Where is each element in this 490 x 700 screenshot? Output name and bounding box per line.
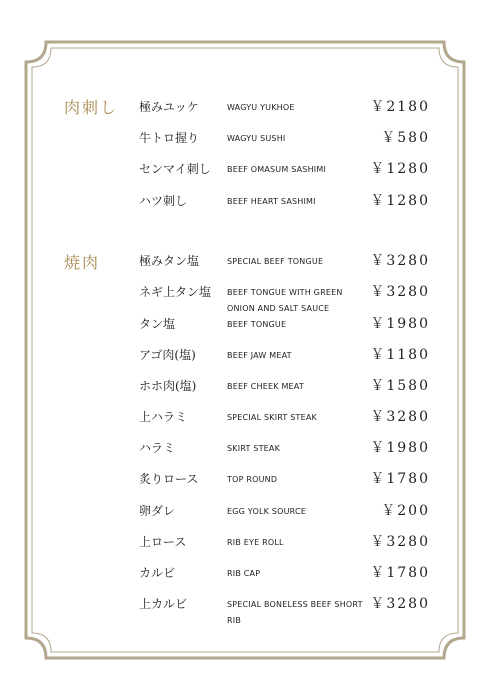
menu-item	[0, 377, 490, 397]
item-name-jp: ハラミ	[139, 441, 176, 455]
item-name-en: WAGYU YUKHOE	[227, 103, 295, 112]
item-name-jp: 上ハラミ	[139, 410, 188, 424]
menu-item	[0, 192, 490, 212]
item-name-en: EGG YOLK SOURCE	[227, 507, 307, 516]
item-name-en: BEEF TONGUE	[227, 320, 287, 329]
item-price: ￥3280	[370, 284, 430, 300]
item-name-en: BEEF TONGUE WITH GREEN ONION AND SALT SAUCE	[227, 288, 343, 313]
menu-item	[0, 502, 490, 522]
item-name-jp: カルビ	[139, 566, 176, 580]
item-name-en: TOP ROUND	[227, 475, 278, 484]
item-name-en: RIB EYE ROLL	[227, 538, 284, 547]
item-name-en: WAGYU SUSHI	[227, 134, 286, 143]
section-title-sashimi: 肉刺し	[64, 98, 119, 117]
item-price: ￥580	[381, 130, 430, 146]
item-name-jp: ハツ刺し	[139, 194, 188, 208]
item-name-en: SPECIAL BONELESS BEEF SHORT RIB	[227, 600, 363, 625]
item-name-jp: ネギ上タン塩	[139, 285, 212, 299]
item-name-jp: 牛トロ握り	[139, 131, 200, 145]
item-name-en: BEEF CHEEK MEAT	[227, 382, 304, 391]
item-price: ￥1780	[370, 565, 430, 581]
item-price: ￥1280	[370, 161, 430, 177]
item-name-jp: 極みタン塩	[139, 254, 200, 268]
item-name-jp: ホホ肉(塩)	[139, 379, 197, 393]
menu-item	[0, 315, 490, 335]
item-name-jp: タン塩	[139, 317, 176, 331]
menu-item	[0, 564, 490, 584]
item-name-jp: アゴ肉(塩)	[139, 348, 196, 362]
item-price: ￥200	[381, 503, 430, 519]
item-price: ￥3280	[370, 596, 430, 612]
item-name-en: SKIRT STEAK	[227, 444, 281, 453]
menu-item	[0, 346, 490, 366]
menu-item	[0, 470, 490, 490]
item-price: ￥1180	[370, 347, 430, 363]
item-price: ￥3280	[370, 534, 430, 550]
menu-item	[0, 439, 490, 459]
menu-item	[0, 252, 490, 272]
item-price: ￥1280	[370, 193, 430, 209]
menu-item	[0, 160, 490, 180]
item-name-jp: 極みユッケ	[139, 100, 199, 114]
item-name-en: SPECIAL BEEF TONGUE	[227, 257, 324, 266]
menu-item	[0, 595, 490, 625]
item-name-jp: 上ロース	[139, 535, 187, 549]
menu-item	[0, 98, 490, 118]
item-price: ￥3280	[370, 253, 430, 269]
item-price: ￥1980	[370, 440, 430, 456]
item-price: ￥2180	[370, 99, 430, 115]
item-name-jp: センマイ刺し	[139, 162, 211, 176]
item-price: ￥3280	[370, 409, 430, 425]
item-name-en: SPECIAL SKIRT STEAK	[227, 413, 318, 422]
item-name-jp: 上カルビ	[139, 597, 188, 611]
menu-item	[0, 129, 490, 149]
section-title-yakiniku: 焼肉	[64, 253, 101, 272]
item-name-jp: 炙りロース	[139, 472, 199, 486]
item-name-en: BEEF HEART SASHIMI	[227, 197, 316, 206]
item-name-jp: 卵ダレ	[139, 504, 176, 518]
item-name-en: RIB CAP	[227, 569, 261, 578]
menu-item	[0, 408, 490, 428]
item-name-en: BEEF OMASUM SASHIMI	[227, 165, 327, 174]
menu-item	[0, 533, 490, 553]
item-price: ￥1780	[370, 471, 430, 487]
item-price: ￥1580	[370, 378, 430, 394]
item-name-en: BEEF JAW MEAT	[227, 351, 292, 360]
item-price: ￥1980	[370, 316, 430, 332]
menu-item	[0, 283, 490, 313]
